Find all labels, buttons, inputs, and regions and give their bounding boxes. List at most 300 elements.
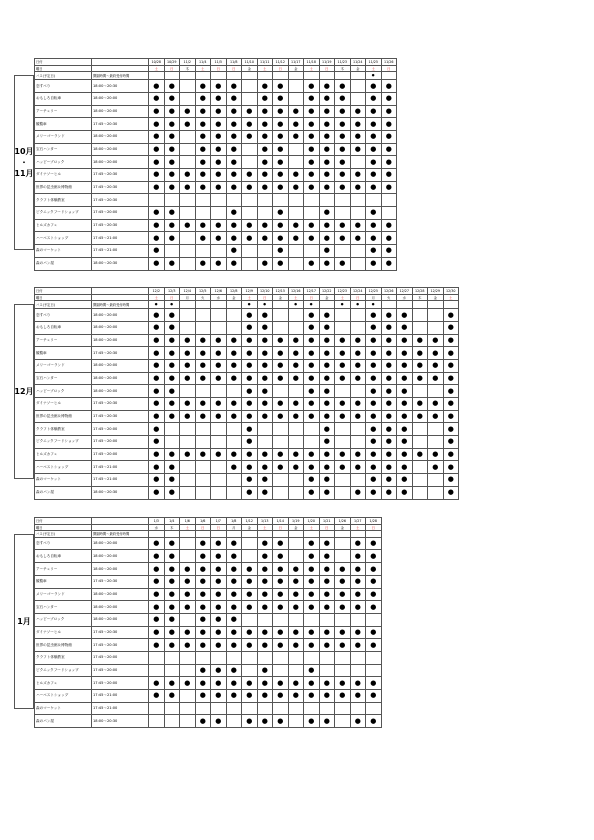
open-dot: ●	[350, 359, 366, 372]
weekday-cell: 月	[226, 524, 242, 531]
empty-cell	[92, 294, 149, 301]
attraction-row	[35, 321, 459, 334]
open-dot: ●	[164, 118, 180, 131]
empty-cell	[350, 80, 366, 93]
empty-cell	[211, 321, 227, 334]
weekday-cell: 日	[211, 65, 227, 72]
empty-cell	[319, 702, 335, 715]
open-dot: ●	[149, 334, 165, 347]
open-dot: ●	[273, 334, 289, 347]
open-dot: ●	[164, 474, 180, 487]
empty-cell	[180, 664, 196, 677]
open-dot: ●	[195, 410, 211, 423]
attraction-hours: 18:00～20:30	[92, 80, 149, 93]
open-dot: ●	[381, 347, 397, 360]
empty-cell	[350, 245, 366, 258]
date-cell: 11/19	[319, 59, 335, 66]
open-dot: ●	[428, 359, 444, 372]
open-dot: ●	[381, 321, 397, 334]
open-dot: ●	[149, 321, 165, 334]
weekday-cell: 水	[397, 294, 413, 301]
empty-cell	[350, 474, 366, 487]
open-dot: ●	[149, 130, 165, 143]
open-dot: ●	[149, 410, 165, 423]
bus-cell	[397, 301, 413, 309]
open-dot: ●	[304, 334, 320, 347]
empty-cell	[211, 385, 227, 398]
open-dot: ●	[319, 130, 335, 143]
open-dot: ●	[397, 410, 413, 423]
open-dot: ●	[211, 334, 227, 347]
attraction-hours: 17:45～20:00	[92, 651, 149, 664]
open-dot: ●	[319, 537, 335, 550]
open-dot: ●	[242, 181, 258, 194]
bus-cell	[149, 72, 165, 80]
weekday-cell: 日	[164, 65, 180, 72]
open-dot: ●	[242, 334, 258, 347]
bus-cell: ●	[242, 301, 258, 309]
open-dot: ●	[304, 232, 320, 245]
attraction-name: アーチェリー	[35, 563, 92, 576]
open-dot: ●	[381, 334, 397, 347]
open-dot: ●	[381, 232, 397, 245]
open-dot: ●	[335, 410, 351, 423]
bus-cell	[319, 531, 335, 538]
empty-cell	[211, 194, 227, 207]
attraction-row	[35, 398, 459, 411]
attraction-name: ハーベストショップ	[35, 461, 92, 474]
empty-cell	[335, 474, 351, 487]
attraction-hours: 17:45～20:30	[92, 398, 149, 411]
open-dot: ●	[381, 169, 397, 182]
open-dot: ●	[226, 448, 242, 461]
empty-cell	[273, 194, 289, 207]
date-cell: 12/26	[381, 288, 397, 295]
attraction-hours: 17:45～20:30	[92, 639, 149, 652]
open-dot: ●	[273, 715, 289, 728]
open-dot: ●	[288, 626, 304, 639]
open-dot: ●	[180, 372, 196, 385]
attraction-row	[35, 207, 397, 220]
attraction-row	[35, 651, 382, 664]
weekday-row	[35, 65, 397, 72]
open-dot: ●	[428, 448, 444, 461]
attraction-name: メリーゴーランド	[35, 359, 92, 372]
open-dot: ●	[149, 563, 165, 576]
attraction-row	[35, 474, 459, 487]
bus-cell	[304, 531, 320, 538]
open-dot: ●	[304, 257, 320, 270]
open-dot: ●	[443, 359, 459, 372]
open-dot: ●	[443, 372, 459, 385]
open-dot: ●	[180, 347, 196, 360]
empty-cell	[211, 651, 227, 664]
open-dot: ●	[366, 550, 382, 563]
open-dot: ●	[335, 347, 351, 360]
open-dot: ●	[443, 334, 459, 347]
open-dot: ●	[226, 372, 242, 385]
empty-cell	[304, 194, 320, 207]
empty-cell	[195, 423, 211, 436]
attraction-row	[35, 448, 459, 461]
empty-cell	[226, 715, 242, 728]
empty-cell	[304, 423, 320, 436]
empty-cell	[288, 385, 304, 398]
empty-cell	[180, 321, 196, 334]
open-dot: ●	[288, 118, 304, 131]
empty-cell	[226, 423, 242, 436]
attraction-name: 世界の昆虫館＆博物館	[35, 639, 92, 652]
attraction-row	[35, 639, 382, 652]
open-dot: ●	[180, 601, 196, 614]
empty-cell	[257, 194, 273, 207]
open-dot: ●	[350, 219, 366, 232]
open-dot: ●	[149, 232, 165, 245]
open-dot: ●	[304, 563, 320, 576]
empty-cell	[195, 486, 211, 499]
date-cell: 12/2	[149, 288, 165, 295]
date-cell: 12/10	[257, 288, 273, 295]
empty-cell	[180, 436, 196, 449]
open-dot: ●	[273, 601, 289, 614]
open-dot: ●	[335, 334, 351, 347]
open-dot: ●	[226, 626, 242, 639]
open-dot: ●	[180, 410, 196, 423]
bus-cell	[180, 301, 196, 309]
open-dot: ●	[381, 181, 397, 194]
weekday-cell: 日	[257, 294, 273, 301]
open-dot: ●	[304, 219, 320, 232]
empty-cell	[350, 321, 366, 334]
open-dot: ●	[273, 372, 289, 385]
open-dot: ●	[164, 461, 180, 474]
open-dot: ●	[288, 347, 304, 360]
open-dot: ●	[211, 715, 227, 728]
open-dot: ●	[288, 359, 304, 372]
attraction-row	[35, 715, 382, 728]
open-dot: ●	[242, 105, 258, 118]
open-dot: ●	[257, 372, 273, 385]
weekday-cell: 土	[257, 524, 273, 531]
empty-cell	[180, 461, 196, 474]
open-dot: ●	[350, 143, 366, 156]
open-dot: ●	[319, 359, 335, 372]
weekday-cell: 木	[412, 294, 428, 301]
attraction-hours: 17:45～20:00	[92, 436, 149, 449]
attraction-hours: 17:45～20:30	[92, 194, 149, 207]
attraction-row	[35, 537, 382, 550]
open-dot: ●	[273, 626, 289, 639]
open-dot: ●	[149, 550, 165, 563]
attraction-name: ヒルズカフェ	[35, 448, 92, 461]
date-cell: 1/4	[164, 518, 180, 525]
open-dot: ●	[211, 181, 227, 194]
open-dot: ●	[149, 626, 165, 639]
empty-cell	[304, 613, 320, 626]
empty-cell	[319, 194, 335, 207]
attraction-hours: 18:00～20:00	[92, 613, 149, 626]
attraction-name: 恋すべり	[35, 537, 92, 550]
empty-cell	[288, 194, 304, 207]
attraction-row	[35, 130, 397, 143]
bus-cell	[257, 531, 273, 538]
open-dot: ●	[304, 118, 320, 131]
open-dot: ●	[319, 423, 335, 436]
open-dot: ●	[226, 181, 242, 194]
date-cell: 12/9	[242, 288, 258, 295]
open-dot: ●	[366, 626, 382, 639]
bus-cell	[180, 72, 196, 80]
open-dot: ●	[350, 588, 366, 601]
open-dot: ●	[180, 639, 196, 652]
open-dot: ●	[226, 130, 242, 143]
open-dot: ●	[381, 143, 397, 156]
open-dot: ●	[397, 436, 413, 449]
attraction-hours: 17:45～20:30	[92, 181, 149, 194]
open-dot: ●	[242, 385, 258, 398]
open-dot: ●	[443, 436, 459, 449]
empty-cell	[242, 537, 258, 550]
empty-cell	[304, 245, 320, 258]
attraction-name: ダイナソーヒル	[35, 398, 92, 411]
open-dot: ●	[257, 219, 273, 232]
attraction-row	[35, 626, 382, 639]
open-dot: ●	[164, 105, 180, 118]
open-dot: ●	[211, 372, 227, 385]
open-dot: ●	[195, 105, 211, 118]
open-dot: ●	[381, 385, 397, 398]
date-cell: 10/28	[149, 59, 165, 66]
empty-cell	[335, 194, 351, 207]
weekday-cell: 日	[350, 294, 366, 301]
open-dot: ●	[164, 385, 180, 398]
empty-cell	[257, 613, 273, 626]
empty-cell	[304, 651, 320, 664]
open-dot: ●	[226, 80, 242, 93]
open-dot: ●	[195, 639, 211, 652]
weekday-row	[35, 294, 459, 301]
empty-cell	[335, 664, 351, 677]
bus-cell: ●	[335, 301, 351, 309]
open-dot: ●	[288, 690, 304, 703]
open-dot: ●	[381, 309, 397, 322]
bus-cell: ●	[366, 72, 382, 80]
open-dot: ●	[350, 398, 366, 411]
open-dot: ●	[366, 486, 382, 499]
open-dot: ●	[443, 347, 459, 360]
empty-cell	[273, 486, 289, 499]
open-dot: ●	[149, 639, 165, 652]
open-dot: ●	[242, 130, 258, 143]
open-dot: ●	[304, 550, 320, 563]
open-dot: ●	[366, 436, 382, 449]
empty-cell	[412, 461, 428, 474]
attraction-row	[35, 423, 459, 436]
empty-cell	[211, 474, 227, 487]
open-dot: ●	[319, 385, 335, 398]
attraction-name: 観覧車	[35, 575, 92, 588]
open-dot: ●	[366, 156, 382, 169]
attraction-name: 観覧車	[35, 347, 92, 360]
open-dot: ●	[257, 664, 273, 677]
attraction-row	[35, 309, 459, 322]
open-dot: ●	[428, 410, 444, 423]
open-dot: ●	[226, 601, 242, 614]
open-dot: ●	[195, 169, 211, 182]
open-dot: ●	[164, 92, 180, 105]
open-dot: ●	[319, 677, 335, 690]
empty-cell	[288, 207, 304, 220]
open-dot: ●	[149, 423, 165, 436]
empty-cell	[288, 715, 304, 728]
attraction-row	[35, 601, 382, 614]
open-dot: ●	[335, 398, 351, 411]
attraction-row	[35, 575, 382, 588]
open-dot: ●	[211, 118, 227, 131]
date-cell: 1/20	[304, 518, 320, 525]
open-dot: ●	[149, 245, 165, 258]
empty-cell	[288, 613, 304, 626]
open-dot: ●	[273, 219, 289, 232]
open-dot: ●	[273, 257, 289, 270]
open-dot: ●	[443, 448, 459, 461]
date-cell: 12/15	[273, 288, 289, 295]
open-dot: ●	[226, 575, 242, 588]
open-dot: ●	[381, 486, 397, 499]
open-dot: ●	[149, 537, 165, 550]
open-dot: ●	[195, 80, 211, 93]
bus-cell	[288, 531, 304, 538]
bus-cell	[366, 531, 382, 538]
open-dot: ●	[195, 232, 211, 245]
open-dot: ●	[211, 92, 227, 105]
open-dot: ●	[319, 156, 335, 169]
weekday-cell: 金	[226, 294, 242, 301]
open-dot: ●	[273, 105, 289, 118]
weekday-cell: 日	[381, 65, 397, 72]
bus-row	[35, 531, 382, 538]
open-dot: ●	[288, 563, 304, 576]
open-dot: ●	[304, 626, 320, 639]
empty-cell	[350, 385, 366, 398]
open-dot: ●	[211, 601, 227, 614]
attraction-hours: 17:45～20:00	[92, 207, 149, 220]
open-dot: ●	[257, 474, 273, 487]
open-dot: ●	[273, 448, 289, 461]
attraction-name: 観覧車	[35, 118, 92, 131]
attraction-name: 森のマーケット	[35, 245, 92, 258]
empty-cell	[366, 702, 382, 715]
open-dot: ●	[397, 423, 413, 436]
bus-header: バス(予定日)	[35, 301, 92, 309]
empty-cell	[273, 423, 289, 436]
attraction-row	[35, 550, 382, 563]
open-dot: ●	[366, 359, 382, 372]
open-dot: ●	[366, 80, 382, 93]
bus-cell	[335, 531, 351, 538]
open-dot: ●	[335, 461, 351, 474]
open-dot: ●	[319, 372, 335, 385]
open-dot: ●	[180, 575, 196, 588]
open-dot: ●	[335, 92, 351, 105]
open-dot: ●	[164, 169, 180, 182]
open-dot: ●	[319, 334, 335, 347]
bus-cell	[304, 72, 320, 80]
bus-cell	[335, 72, 351, 80]
open-dot: ●	[242, 588, 258, 601]
open-dot: ●	[226, 664, 242, 677]
empty-cell	[211, 423, 227, 436]
open-dot: ●	[304, 321, 320, 334]
date-cell: 11/4	[195, 59, 211, 66]
empty-cell	[412, 486, 428, 499]
empty-cell	[242, 245, 258, 258]
attraction-row	[35, 385, 459, 398]
open-dot: ●	[381, 130, 397, 143]
attraction-row	[35, 169, 397, 182]
open-dot: ●	[366, 677, 382, 690]
attraction-name: アーチェリー	[35, 334, 92, 347]
date-cell: 12/24	[350, 288, 366, 295]
bus-cell	[149, 531, 165, 538]
bus-cell	[381, 301, 397, 309]
open-dot: ●	[226, 537, 242, 550]
weekday-cell: 月	[366, 294, 382, 301]
date-cell: 11/11	[257, 59, 273, 66]
open-dot: ●	[288, 169, 304, 182]
empty-cell	[257, 423, 273, 436]
open-dot: ●	[319, 232, 335, 245]
date-cell: 1/8	[226, 518, 242, 525]
open-dot: ●	[304, 677, 320, 690]
open-dot: ●	[319, 410, 335, 423]
weekday-cell: 水	[149, 524, 165, 531]
open-dot: ●	[257, 92, 273, 105]
open-dot: ●	[397, 385, 413, 398]
attraction-row	[35, 105, 397, 118]
attraction-row	[35, 613, 382, 626]
open-dot: ●	[149, 309, 165, 322]
open-dot: ●	[211, 410, 227, 423]
bus-cell	[211, 72, 227, 80]
open-dot: ●	[273, 118, 289, 131]
open-dot: ●	[211, 626, 227, 639]
attraction-row	[35, 410, 459, 423]
open-dot: ●	[319, 575, 335, 588]
open-dot: ●	[304, 80, 320, 93]
weekday-cell: 日	[211, 524, 227, 531]
attraction-row	[35, 347, 459, 360]
bus-cell	[288, 72, 304, 80]
open-dot: ●	[350, 232, 366, 245]
attraction-hours: 17:45～20:00	[92, 664, 149, 677]
open-dot: ●	[149, 372, 165, 385]
bus-header: バス(予定日)	[35, 531, 92, 538]
attraction-hours: 17:45～21:00	[92, 232, 149, 245]
open-dot: ●	[195, 143, 211, 156]
weekday-cell: 土	[288, 294, 304, 301]
attraction-row	[35, 194, 397, 207]
open-dot: ●	[397, 309, 413, 322]
attraction-hours: 17:45～20:00	[92, 448, 149, 461]
attraction-name: クラフト体験教室	[35, 423, 92, 436]
open-dot: ●	[319, 448, 335, 461]
open-dot: ●	[242, 715, 258, 728]
weekday-cell: 日	[273, 65, 289, 72]
bus-cell	[226, 301, 242, 309]
open-dot: ●	[257, 309, 273, 322]
date-cell: 1/3	[149, 518, 165, 525]
